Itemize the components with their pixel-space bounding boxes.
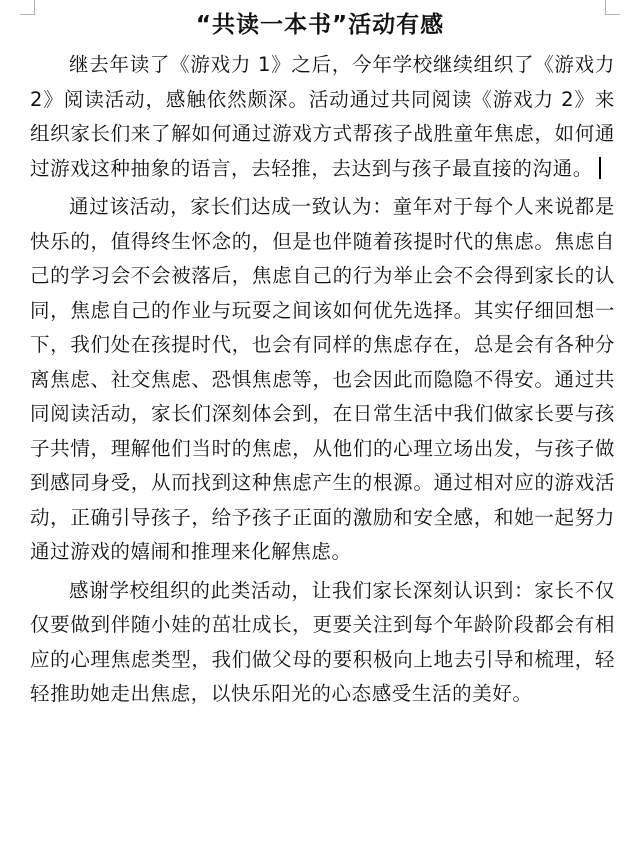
text-cursor: [599, 157, 601, 179]
document-title: “共读一本书”活动有感: [195, 12, 445, 38]
paragraph-1: [30, 48, 615, 186]
document-body[interactable]: [30, 48, 615, 712]
paragraph-2: 通过该活动，家长们达成一致认为：童年对于每个人来说都是快乐的，值得终生怀念的，但是也伴随着孩提时代的焦虑。焦虑自己的学习会不会被落后，焦虑自己的行为举止会不会得到家长的认同，焦虑自己的作业与玩耍之间该如何优先选择。其实仔细回想一下，我们处在孩提时代，也会有同样的焦虑存在，总是会有各种分离焦虑、社交焦虑、恐惧焦虑等，也会因此而隐隐不得安。通过共同阅读活动，家长们深刻体会到，在日常生活中我们做家长要与孩子共情，理解他们当时的焦虑，从他们的心理立场出发，与孩子做到感同身受，从而找到这种焦虑产生的根源。通过相对应的游戏活动，正确引导孩子，给予孩子正面的激励和安全感，和她一起努力通过游戏的嬉闹和推理来化解焦虑。: [30, 195, 615, 563]
paragraph-1-text: 继去年读了《游戏力 1》之后，今年学校继续组织了《游戏力 2》阅读活动，感触依然颇深。活动通过共同阅读《游戏力 2》来组织家长们来了解如何通过游戏方式帮孩子战胜童年焦虑，如何通过游戏这种抽象的语言，去轻推，去达到与孩子最直接的沟通。: [30, 53, 615, 180]
paragraph-3: 感谢学校组织的此类活动，让我们家长深刻认识到：家长不仅仅要做到伴随小娃的茁壮成长，更要关注到每个年龄阶段都会有相应的心理焦虑类型，我们做父母的要积极向上地去引导和梳理，轻轻推助她走出焦虑，以快乐阳光的心态感受生活的美好。: [30, 578, 615, 705]
